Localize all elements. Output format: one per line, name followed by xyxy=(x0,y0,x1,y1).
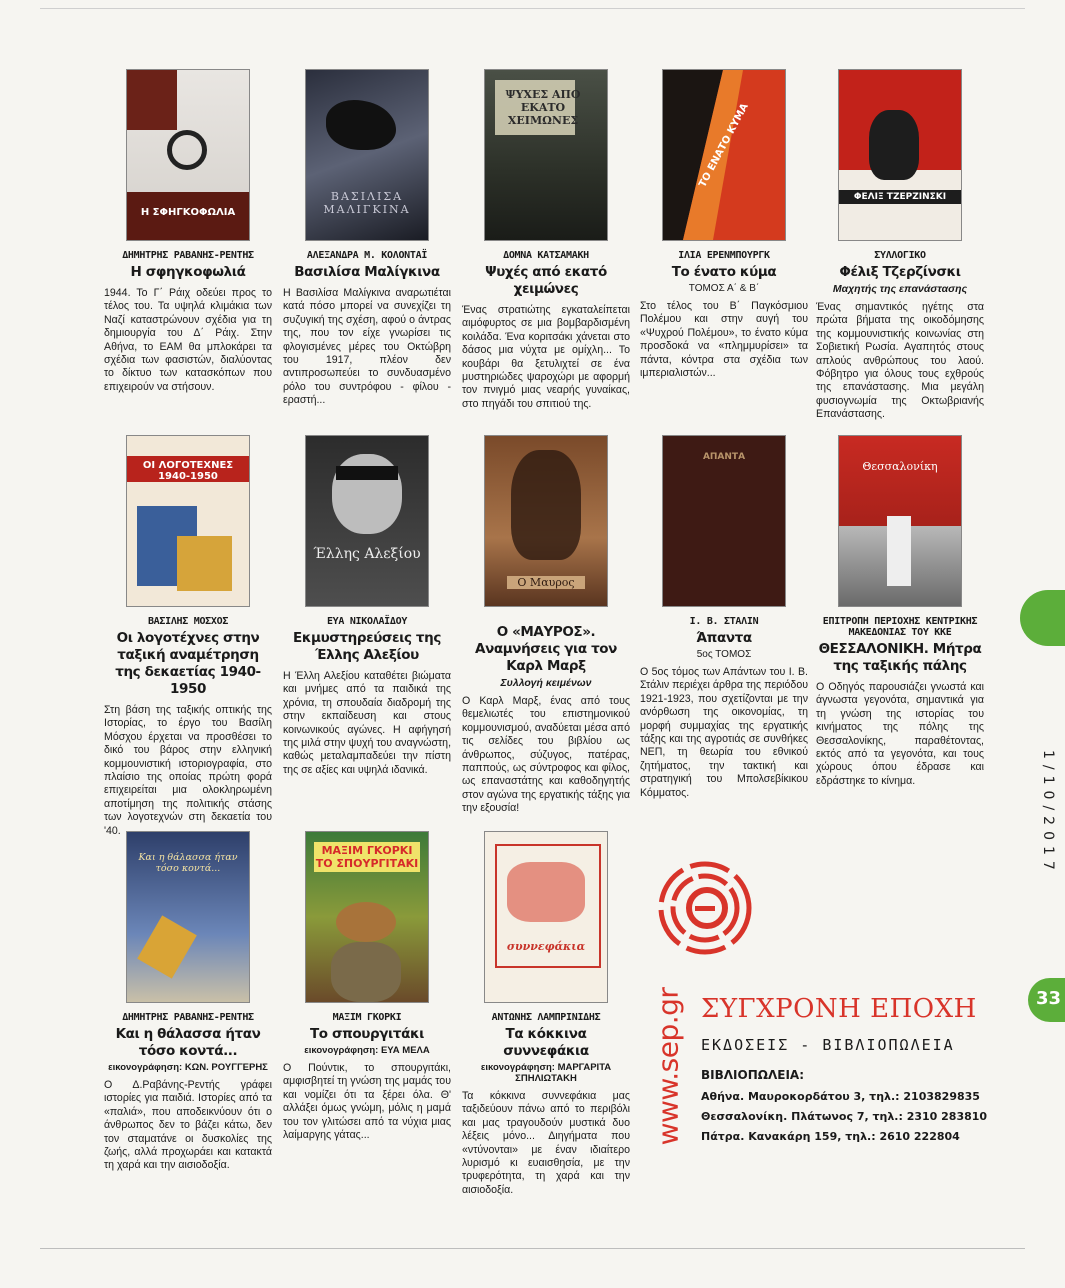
bookstore-address: Αθήνα. Μαυροκορδάτου 3, τηλ.: 2103829835 xyxy=(701,1090,980,1103)
book-title: Το ένατο κύμα xyxy=(671,264,777,280)
bookstore-address: Πάτρα. Κανακάρη 159, τηλ.: 2610 222804 xyxy=(701,1130,960,1143)
page-number-tab xyxy=(1028,978,1065,1022)
book-description: Ένας στρατιώτης εγκαταλείπεται αιμόφυρτος σε μια βομβαρδισμένη κοιλάδα. Ένα κοριτσάκι χάνεται στο δάσος μια νύχτα με ομίχλη... Το κουβάρι θα ξετυλιχτεί σε ένα μυστηριώδες ψαροχώρι με αφορμή τον πνιγμό μιας νεαρής γυναίκας, στο πηγάδι του σπιτιού της. xyxy=(462,304,630,410)
book-cover: Έλλης Αλεξίου xyxy=(306,436,428,606)
book-author: ΕΥΑ ΝΙΚΟΛΑΪΔΟΥ xyxy=(326,616,408,627)
book-author: ΔΟΜΝΑ ΚΑΤΣΑΜΑΚΗ xyxy=(503,250,589,261)
book-author: ΔΗΜΗΤΡΗΣ ΡΑΒΑΝΗΣ-ΡΕΝΤΗΣ xyxy=(122,1012,254,1023)
book-cover: ΨΥΧΕΣ ΑΠΟ ΕΚΑΤΟ ΧΕΙΜΩΝΕΣ xyxy=(485,70,607,240)
book-cover: ΟΙ ΛΟΓΟΤΕΧΝΕΣ 1940-1950 xyxy=(127,436,249,606)
book-author: Ι. Β. ΣΤΑΛΙΝ xyxy=(689,616,759,627)
publisher-tagline: ΕΚΔΟΣΕΙΣ - ΒΙΒΛΙΟΠΩΛΕΙΑ xyxy=(701,1036,955,1054)
book-author: ΣΥΛΛΟΓΙΚΟ xyxy=(874,250,926,261)
book-subtitle: 5ος ΤΟΜΟΣ xyxy=(696,649,752,660)
book-title: Το σπουργιτάκι xyxy=(309,1026,425,1042)
book-cover: ΦΕΛΙΞ ΤΖΕΡΖΙΝΣΚΙ xyxy=(839,70,961,240)
book-title: Φέλιξ Τζερζίνσκι xyxy=(839,264,961,280)
book-title: Βασιλίσα Μαλίγκινα xyxy=(294,264,440,280)
book-description: Η Έλλη Αλεξίου καταθέτει βιώματα και μνήμες από τα παιδικά της χρόνια, τη σπουδαία διαδρομή της στην εκπαίδευση και στους κοινωνικούς αγώνες. Η αφήγησή της μιλά στην ψυχή του αναγνώστη, καθώς μεταλαμπαδεύει την πίστη της σε αξίες και υψηλά ιδανικά. xyxy=(283,670,452,776)
publisher-name: ΣΥΓΧΡΟΝΗ ΕΠΟΧΗ xyxy=(701,994,977,1024)
bottom-rule xyxy=(40,1248,1025,1249)
book-cover: Και η θάλασσα ήταν τόσο κοντά... xyxy=(127,832,249,1002)
book-author: ΙΛΙΑ ΕΡΕΝΜΠΟΥΡΓΚ xyxy=(678,250,770,261)
book-card[interactable] xyxy=(283,436,451,777)
book-cover: Η ΣΦΗΓΚΟΦΩΛΙΑ xyxy=(127,70,249,240)
book-description: Ο Καρλ Μαρξ, ένας από τους θεμελιωτές του επιστημονικού κομμουνισμού, αναδύεται μέσα από τις σελίδες του βιβλίου ως άνθρωπος, σύζυγος, πατέρας, παππούς, ως σύντροφος και φίλος, ως επαναστάτης και καθοδηγητής στον αγώνα της εργατικής τάξης για την εξουσία! xyxy=(462,695,630,815)
book-subtitle: Συλλογή κειμένων xyxy=(500,677,592,689)
book-cover: συννεφάκια xyxy=(485,832,607,1002)
book-card[interactable] xyxy=(816,436,984,788)
book-title: Η σφηγκοφωλιά xyxy=(130,264,246,280)
book-description: Ο Δ.Ραβάνης-Ρεντής γράφει ιστορίες για παιδιά. Ιστορίες από τα «παλιά», που αποδεικνύουν ότι ο άνθρωπος δεν το βάζει κάτω, δεν τον σταματάνε οι δυσκολίες της ζωής, αλλά προχωράει και κατακτά τη χαρά και την αισιοδοξία. xyxy=(104,1079,272,1172)
book-card[interactable] xyxy=(640,70,808,380)
book-title: Εκμυστηρεύσεις της Έλλης Αλεξίου xyxy=(293,630,441,663)
publisher-logo-icon xyxy=(655,858,755,958)
book-cover: ΤΟ ΕΝΑΤΟ ΚΥΜΑ xyxy=(663,70,785,240)
book-description: Τα κόκκινα συννεφάκια μας ταξιδεύουν πάνω από το περιβόλι και μας τραγουδούν μυστικά δυο λέξεις μόνο... Διηγήματα που «ντύνονται» με έναν ιδιαίτερο λυρισμό κι ευαισθησία, με την τρυφερότητα, τη χαρά και την αισιοδοξία. xyxy=(462,1090,630,1196)
book-author: ΑΛΕΞΑΝΔΡΑ Μ. ΚΟΛΟΝΤΑΪ xyxy=(306,250,428,261)
bookstore-address: Θεσσαλονίκη. Πλάτωνος 7, τηλ.: 2310 283810 xyxy=(701,1110,988,1123)
book-cover: Θεσσαλονίκη xyxy=(839,436,961,606)
book-illustrator: εικονογράφηση: ΕΥΑ ΜΕΛΑ xyxy=(304,1045,430,1056)
book-card[interactable] xyxy=(104,832,272,1173)
book-illustrator: εικονογράφηση: ΚΩΝ. ΡΟΥΓΓΕΡΗΣ xyxy=(108,1062,268,1073)
book-title: Ο «ΜΑΥΡΟΣ». Αναμνήσεις για τον Καρλ Μαρξ xyxy=(475,624,617,674)
book-card[interactable] xyxy=(462,70,630,411)
book-card[interactable] xyxy=(283,70,451,408)
publisher-url-link[interactable]: www.sep.gr xyxy=(651,987,685,1146)
book-card[interactable] xyxy=(283,832,451,1142)
section-tab xyxy=(1020,590,1065,646)
book-description: Ο Πούντικ, το σπουργιτάκι, αμφισβητεί τη γνώση της μαμάς του και νομίζει ότι τα ξέρει όλα. Θ' αλλάξει όμως γνώμη, μόλις η μαμά του τον γλιτώσει από τα νύχια μιας λαίμαργης γάτας... xyxy=(283,1062,451,1142)
book-author: ΑΝΤΩΝΗΣ ΛΑΜΠΡΙΝΙΔΗΣ xyxy=(491,1012,601,1023)
book-description: Ο 5ος τόμος των Απάντων του Ι. Β. Στάλιν περιέχει άρθρα της περιόδου 1921-1923, που σχετίζονται με την ανόρθωση της οικονομίας, τη μορφή συμμαχίας της εργατικής τάξης και της αγροτιάς σε συνθήκες ΝΕΠ, τη θεωρία του εθνικού ζητήματος, την τακτική και στρατηγική του Μπολσεβίκικου Κόμματος. xyxy=(640,666,808,799)
book-cover: ΑΠΑΝΤΑ xyxy=(663,436,785,606)
book-illustrator: εικονογράφηση: ΜΑΡΓΑΡΙΤΑ ΣΠΗΛΙΩΤΑΚΗ xyxy=(480,1062,612,1084)
book-card[interactable] xyxy=(104,436,272,838)
book-title: Ψυχές από εκατό χειμώνες xyxy=(485,264,607,297)
top-rule xyxy=(40,8,1025,9)
book-title: Τα κόκκινα συννεφάκια xyxy=(503,1026,589,1059)
book-card[interactable] xyxy=(640,436,808,800)
book-author: ΔΗΜΗΤΡΗΣ ΡΑΒΑΝΗΣ-ΡΕΝΤΗΣ xyxy=(122,250,254,261)
book-subtitle: Μαχητής της επανάστασης xyxy=(832,283,968,295)
book-card[interactable] xyxy=(104,70,272,394)
book-author: ΜΑΞΙΜ ΓΚΟΡΚΙ xyxy=(332,1012,402,1023)
bookstores-label: ΒΙΒΛΙΟΠΩΛΕΙΑ: xyxy=(701,1068,804,1082)
book-author: ΒΑΣΙΛΗΣ ΜΟΣΧΟΣ xyxy=(147,616,229,627)
book-title: Και η θάλασσα ήταν τόσο κοντά... xyxy=(115,1026,261,1059)
book-description: 1944. Το Γ΄ Ράιχ οδεύει προς το τέλος του. Τα υψηλά κλιμάκια των Ναζί καταστρώνουν σχέδια για τη δημιουργία του Δ΄ Ράιχ. Στην Αθήνα, το ΕΑΜ θα μπλοκάρει τα σχέδια των φασιστών, διαλύοντας το δίκτυο των κατασκόπων που επιχειρούν να στήσουν. xyxy=(104,287,272,393)
book-description: Η Βασιλίσα Μαλίγκινα αναρωτιέται κατά πόσο μπορεί να συνεχίζει τη συζυγική της σχέση, αφού ο άντρας της, που τον είχε γνωρίσει τις φλογισμένες μέρες του Οκτώβρη του 1917, πλέον δεν αντιπροσωπεύει το συνδυασμένο ρόλο του συντρόφου - φίλου - εραστή... xyxy=(283,287,451,407)
book-cover: ΜΑΞΙΜ ΓΚΟΡΚΙ ΤΟ ΣΠΟΥΡΓΙΤΑΚΙ xyxy=(306,832,428,1002)
page-number: 33 xyxy=(1036,988,1062,1009)
book-title: Άπαντα xyxy=(696,630,752,646)
book-card[interactable] xyxy=(462,436,630,816)
book-description: Στη βάση της ταξικής οπτικής της Ιστορίας, το έργο του Βασίλη Μόσχου έρχεται να προσθέσει το δικό του βάρος στην ελληνική κομμουνιστική ιστοριογραφία, στο πλαίσιο της οποίας πρώτη φορά επιχειρείται μια ολοκληρωμένη αποτίμηση της πολιτικής στάσης των λογοτεχνών στη δεκαετία του '40. xyxy=(104,704,272,837)
book-cover: Ο Μαυρος xyxy=(485,436,607,606)
book-title: Οι λογοτέχνες στην ταξική αναμέτρηση της δεκαετίας 1940-1950 xyxy=(115,630,261,697)
book-description: Στο τέλος του Β΄ Παγκόσμιου Πολέμου και στην αυγή του «Ψυχρού Πολέμου», το ένατο κύμα προσδοκά να «πλημμυρίσει» τα πάντα, κόντρα στα σχέδια των ιμπεριαλιστών... xyxy=(640,300,808,380)
publisher-ad[interactable] xyxy=(645,858,988,1158)
book-description: Ένας σημαντικός ηγέτης στα πρώτα βήματα της οικοδόμησης της κομμουνιστικής κοινωνίας στη Σοβιετική Ρωσία. Αγαπητός στους απλούς ανθρώπους του λαού. Φόβητρο για όλους τους εχθρούς της επανάστασης. Μια μεγάλη φυσιογνωμία της Οκτωβριανής Επανάστασης. xyxy=(816,301,984,421)
book-author: ΕΠΙΤΡΟΠΗ ΠΕΡΙΟΧΗΣ ΚΕΝΤΡΙΚΗΣ ΜΑΚΕΔΟΝΙΑΣ ΤΟΥ ΚΚΕ xyxy=(822,616,978,638)
book-description: Ο Οδηγός παρουσιάζει γνωστά και άγνωστα γεγονότα, σημαντικά για τη γνώση της ιστορίας του κινήματος της πόλης της Θεσσαλονίκης, παραθέτοντας, εκτός από τα γεγονότα, και τους χώρους όπου έδρασε και εδράστηκε το κίνημα. xyxy=(816,681,984,787)
book-card[interactable] xyxy=(816,70,984,422)
page-date: 1/10/2017 xyxy=(1040,750,1056,876)
book-subtitle: ΤΟΜΟΣ Α΄ & Β΄ xyxy=(688,283,760,294)
book-cover: ΒΑΣΙΛΙΣΑ ΜΑΛΙΓΚΙΝΑ xyxy=(306,70,428,240)
book-title: ΘΕΣΣΑΛΟΝΙΚΗ. Μήτρα της ταξικής πάλης xyxy=(818,641,982,674)
book-card[interactable] xyxy=(462,832,630,1197)
